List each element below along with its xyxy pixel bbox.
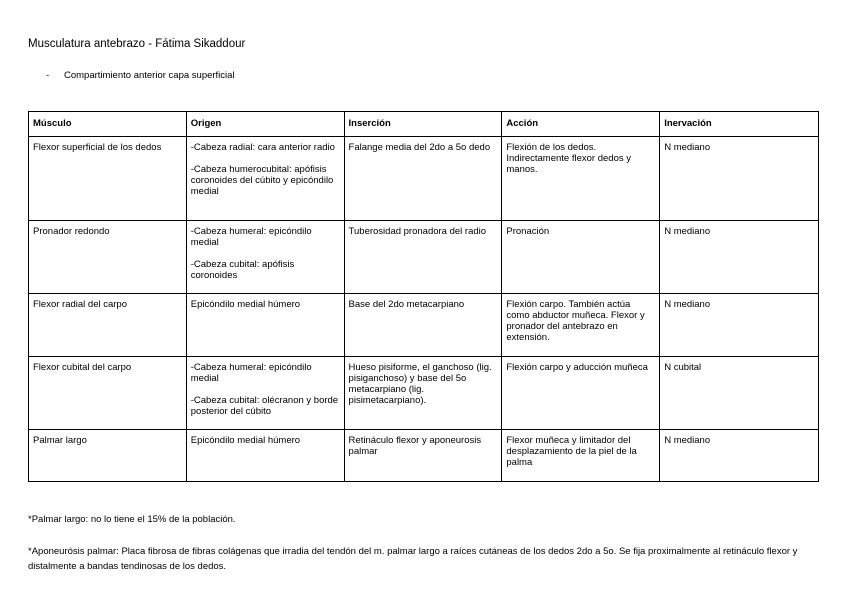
cell-musculo: Flexor cubital del carpo [29,357,187,430]
cell-musculo: Flexor superficial de los dedos [29,137,187,221]
origen-part: -Cabeza humeral: epicóndilo medial [190,226,312,248]
cell-accion: Flexión de los dedos. Indirectamente flexor dedos y manos. [502,137,660,221]
table-row [29,137,819,221]
bullet-text: Compartimiento anterior capa superficial [64,70,235,81]
bullet-dash: - [46,70,50,81]
origen-part: -Cabeza humerocubital: apófisis coronoides del cúbito y epicóndilo medial [190,164,334,197]
table-header-row [29,112,819,137]
origen-part: Epicóndilo medial húmero [190,299,301,310]
cell-inervacion: N mediano [660,430,819,482]
bullet-item [46,70,235,81]
table-row [29,357,819,430]
cell-accion: Flexión carpo y aducción muñeca [502,357,660,430]
cell-insercion: Base del 2do metacarpiano [344,294,502,357]
document-title: Musculatura antebrazo - Fátima Sikaddour [28,38,246,50]
header-musculo: Músculo [29,112,187,137]
cell-inervacion: N mediano [660,137,819,221]
cell-origen [186,430,344,482]
cell-origen [186,221,344,294]
origen-part: Epicóndilo medial húmero [190,435,301,446]
header-origen: Origen [186,112,344,137]
cell-inervacion: N mediano [660,294,819,357]
table-row [29,430,819,482]
cell-accion: Pronación [502,221,660,294]
header-accion: Acción [502,112,660,137]
muscle-table [28,111,819,482]
cell-insercion: Retináculo flexor y aponeurosis palmar [344,430,502,482]
origen-part: -Cabeza cubital: apófisis coronoides [190,259,295,281]
cell-inervacion: N mediano [660,221,819,294]
cell-accion: Flexor muñeca y limitador del desplazamiento de la piel de la palma [502,430,660,482]
cell-origen [186,137,344,221]
origen-part: -Cabeza humeral: epicóndilo medial [190,362,312,384]
footnote-aponeurosis: *Aponeurósis palmar: Placa fibrosa de fibras colágenas que irradia del tendón del m. palmar largo a raíces cutáneas de los dedos 2do a 5o. Se fija proximalmente al retináculo flexor y distalmente a bandas tendinosas de los dedos. [28,546,798,572]
origen-part: -Cabeza radial: cara anterior radio [190,142,335,153]
cell-musculo: Pronador redondo [29,221,187,294]
origen-part: -Cabeza cubital: olécranon y borde posterior del cúbito [190,395,339,417]
cell-musculo: Flexor radial del carpo [29,294,187,357]
table-row [29,294,819,357]
cell-insercion: Tuberosidad pronadora del radio [344,221,502,294]
cell-musculo: Palmar largo [29,430,187,482]
cell-insercion: Hueso pisiforme, el ganchoso (lig. pisiganchoso) y base del 5o metacarpiano (lig. pisimetacarpiano). [344,357,502,430]
cell-accion: Flexión carpo. También actúa como abductor muñeca. Flexor y pronador del antebrazo en extensión. [502,294,660,357]
cell-origen [186,357,344,430]
footnote-palmar-largo: *Palmar largo: no lo tiene el 15% de la población. [28,514,236,525]
table-row [29,221,819,294]
header-inervacion: Inervación [660,112,819,137]
cell-origen [186,294,344,357]
cell-insercion: Falange media del 2do a 5o dedo [344,137,502,221]
header-insercion: Inserción [344,112,502,137]
cell-inervacion: N cubital [660,357,819,430]
